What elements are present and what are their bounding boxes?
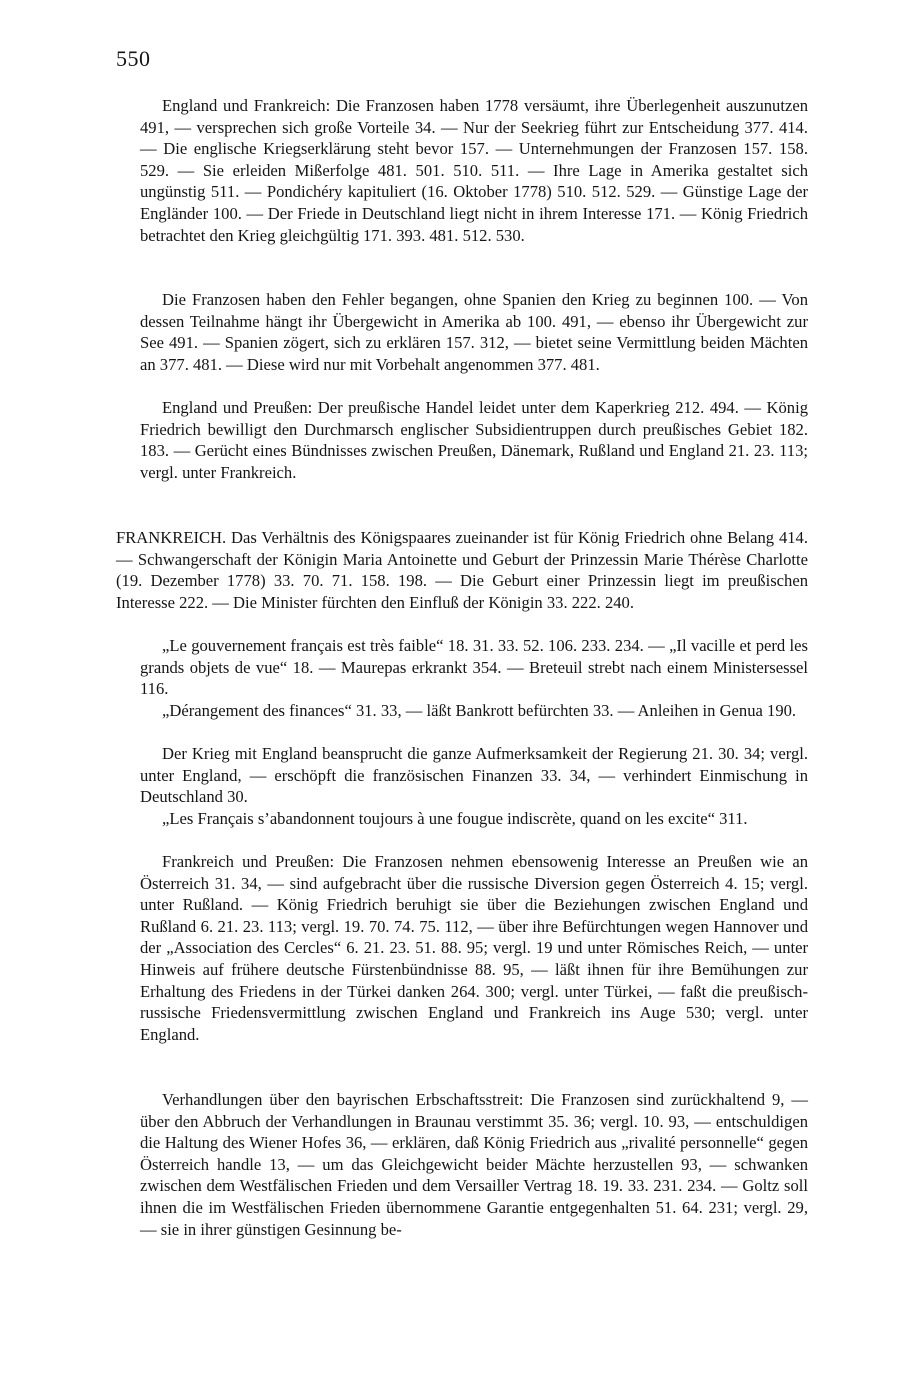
entry-krieg-england: Der Krieg mit England beansprucht die ganze Aufmerksamkeit der Regierung 21. 30. 34; vergl. unter England, — erschöpft die französischen Finanzen 33. 34, — verhindert Einmischung in Deutschland 30. xyxy=(140,744,808,807)
entry-gouvernement: „Le gouvernement français est très faible“ 18. 31. 33. 52. 106. 233. 234. — „Il vacille et perd les grands objets de vue“ 18. — Maurepas erkrankt 354. — Breteuil strebt nach einem Ministersessel 116. xyxy=(140,636,808,699)
entry-frankreich-preussen: Frankreich und Preußen: Die Franzosen nehmen ebensowenig Interesse an Preußen wie an Österreich 31. 34, — sind aufgebracht über die russische Diversion gegen Österreich 4. 15; vergl. unter Rußland. — König Friedrich beruhigt sie über die Beziehungen zwischen England und Rußland 6. 21. 23. 113; vergl. 19. 70. 74. 75. 112, — über ihre Befürchtungen wegen Hannover und der „Association des Cercles“ 6. 21. 23. 51. 88. 95; vergl. 19 und unter Römisches Reich, — unter Hinweis auf frühere deutsche Fürstenbündnisse 88. 95, — läßt ihnen für ihre Bemühungen zur Erhaltung des Friedens in der Türkei danken 264. 300; vergl. unter Türkei, — faßt die preußisch-russische Friedensvermittlung zwischen England und Frankreich ins Auge 530; vergl. unter England. xyxy=(140,852,808,1044)
entry-frankreich: FRANKREICH. Das Verhältnis des Königspaares zueinander ist für König Friedrich ohne Belang 414. — Schwangerschaft der Königin Maria Antoinette und Geburt der Prinzessin Marie Thérèse Charlotte (19. Dezember 1778) 33. 70. 71. 158. 198. — Die Geburt einer Prinzessin liegt im preußischen Interesse 222. — Die Minister fürchten den Einfluß der Königin 33. 222. 240. xyxy=(116,528,808,612)
page-number: 550 xyxy=(116,46,151,71)
entry-england-frankreich: England und Frankreich: Die Franzosen haben 1778 versäumt, ihre Überlegenheit auszunutzen 491, — versprechen sich große Vorteile 34. — Nur der Seekrieg führt zur Entscheidung 377. 414. — Die englische Kriegserklärung steht bevor 157. — Unternehmungen der Franzosen 157. 158. 529. — Sie erleiden Mißerfolge 481. 501. 510. 511. — Ihre Lage in Amerika gestaltet sich ungünstig 511. — Pondichéry kapituliert (16. Oktober 1778) 510. 512. 529. — Günstige Lage der Engländer 100. — Der Friede in Deutschland liegt nicht in ihrem Interesse 171. — König Friedrich betrachtet den Krieg gleichgültig 171. 393. 481. 512. 530. xyxy=(140,96,808,245)
entry-england-preussen: England und Preußen: Der preußische Handel leidet unter dem Kaperkrieg 212. 494. — König Friedrich bewilligt den Durchmarsch englischer Subsidientruppen durch preußisches Gebiet 182. 183. — Gerücht eines Bündnisses zwischen Preußen, Dänemark, Rußland und England 21. 23. 113; vergl. unter Frankreich. xyxy=(140,398,808,482)
entry-spanien: Die Franzosen haben den Fehler begangen, ohne Spanien den Krieg zu beginnen 100. — Von dessen Teilnahme hängt ihr Übergewicht in Amerika ab 100. 491, — ebenso ihr Übergewicht zur See 491. — Spanien zögert, sich zu erklären 157. 312, — bietet seine Vermittlung beiden Mächten an 377. 481. — Diese wird nur mit Vorbehalt angenommen 377. 481. xyxy=(140,290,808,374)
entry-les-francais: „Les Français s’abandonnent toujours à une fougue indiscrète, quand on les excite“ 311. xyxy=(162,809,748,828)
entry-bayrischer-erbschaftsstreit: Verhandlungen über den bayrischen Erbschaftsstreit: Die Franzosen sind zurückhaltend 9, — über den Abbruch der Verhandlungen in Braunau verstimmt 35. 36; vergl. 10. 93, — entschuldigen die Haltung des Wiener Hofes 36, — erklären, daß König Friedrich aus „rivalité personnelle“ gegen Österreich handle 13, — um das Gleichgewicht beider Mächte herzustellen 93, — schwanken zwischen dem Westfälischen Frieden und dem Versailler Vertrag 18. 19. 33. 231. 234. — Goltz soll ihnen die im Westfälischen Frieden übernommene Garantie entgegenhalten 51. 64. 231; vergl. 29, — sie in ihrer günstigen Gesinnung be- xyxy=(140,1090,808,1239)
entry-finances: „Dérangement des finances“ 31. 33, — läßt Bankrott befürchten 33. — Anleihen in Genua 190. xyxy=(162,701,797,720)
